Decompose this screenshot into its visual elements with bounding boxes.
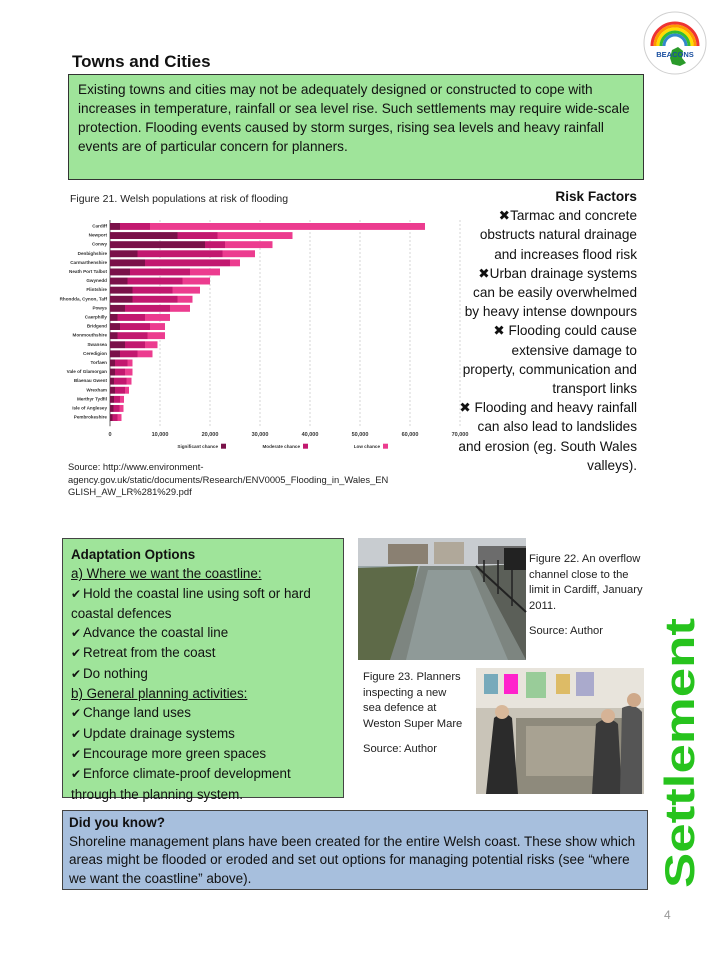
adaptation-subheading-b: b) General planning activities: <box>71 686 248 702</box>
bar-segment <box>118 314 146 321</box>
legend-label: Significant chance <box>177 444 218 450</box>
bar-segment <box>150 323 165 330</box>
risk-factor-item: ✖Urban drainage systems can be easily overwhelmed by heavy intense downpours <box>464 265 637 320</box>
bar-segment <box>128 278 183 285</box>
bar-segment <box>118 332 148 339</box>
page-number: 4 <box>664 908 671 922</box>
overflow-channel-photo <box>358 538 526 660</box>
legend-label: Moderate chance <box>262 444 300 450</box>
bar-segment <box>110 414 113 421</box>
bar-segment <box>110 350 120 357</box>
figure22-caption-block <box>529 552 649 640</box>
bar-segment <box>110 305 125 312</box>
risk-factor-item: ✖ Flooding could cause extensive damage to property, communication and transport links <box>462 323 637 397</box>
bar-segment <box>148 332 166 339</box>
x-tick-label: 40,000 <box>301 432 319 439</box>
risk-factors-heading: Risk Factors <box>555 189 637 204</box>
category-label: Carmarthenshire <box>70 259 107 265</box>
bar-segment <box>223 250 256 257</box>
check-icon: ✔ <box>71 746 82 761</box>
adaptation-item: ✔ Update drainage systems <box>71 724 335 744</box>
bar-segment <box>120 396 124 403</box>
risk-factor-item: ✖ Flooding and heavy rainfall can also lead to landslides and erosion (eg. South Wales valleys). <box>458 400 637 473</box>
did-you-know-text: Shoreline management plans have been created for the entire Welsh coast. These show which areas might be flooded or eroded and set out options for managing potential risks (see “where we want the coastline” above). <box>69 833 636 886</box>
bar-segment <box>125 387 129 394</box>
category-label: Monmouthshire <box>72 332 107 338</box>
bar-segment <box>128 360 133 367</box>
category-label: Wrexham <box>86 387 107 393</box>
legend-label: Low chance <box>353 444 380 450</box>
bar-segment <box>130 269 190 276</box>
page-title: Towns and Cities <box>72 52 211 71</box>
category-label: Flintshire <box>86 287 107 293</box>
category-label: Isle of Anglesey <box>72 405 107 411</box>
category-label: Neath Port Talbot <box>69 269 107 274</box>
bar-segment <box>110 314 118 321</box>
bar-segment <box>115 387 125 394</box>
bar-segment <box>138 250 223 257</box>
bar-segment <box>170 305 190 312</box>
bar-segment <box>115 360 128 367</box>
bar-segment <box>225 241 273 248</box>
intro-text: Existing towns and cities may not be adequately designed or constructed to cope with increases in temperature, rainfall or sea level rise. Such settlements may require wide-scale protection. Flooding events caused by storm surges, rising sea levels and heavy rainfall events are of particular concern for planners. <box>78 82 630 154</box>
category-label: Caerphilly <box>84 314 107 320</box>
category-label: Merthyr Tydfil <box>76 396 107 402</box>
category-label: Swansea <box>87 341 107 347</box>
bar-segment <box>110 323 120 330</box>
intro-box <box>68 74 644 180</box>
bar-segment <box>110 387 115 394</box>
bar-segment <box>110 341 125 348</box>
figure21-source: Source: http://www.environment-agency.gov.uk/static/documents/Research/ENV0005_Flooding_in_Wales_EN GLISH_AW_LR%281%29.pdf <box>68 461 389 497</box>
bar-segment <box>120 350 138 357</box>
bar-segment <box>110 223 120 230</box>
bar-segment <box>150 223 425 230</box>
bar-segment <box>110 241 205 248</box>
bar-segment <box>110 396 114 403</box>
check-icon: ✔ <box>71 586 82 601</box>
cross-icon: ✖ <box>459 400 471 416</box>
x-tick-label: 10,000 <box>151 432 169 439</box>
bar-segment <box>127 378 132 385</box>
bar-segment <box>120 223 150 230</box>
figure23-source: Source: Author <box>363 743 438 756</box>
bar-segment <box>115 369 125 376</box>
bar-segment <box>178 232 218 239</box>
bar-segment <box>145 314 170 321</box>
category-label: Blaenau Gwent <box>73 378 107 384</box>
adaptation-item: ✔ Enforce climate-proof development through the planning system. <box>71 766 291 802</box>
legend-swatch <box>221 444 226 449</box>
category-label: Rhondda, Cynon, Taff <box>59 296 107 302</box>
bar-segment <box>110 369 115 376</box>
bar-segment <box>118 414 122 421</box>
check-icon: ✔ <box>71 726 82 741</box>
bar-segment <box>145 341 158 348</box>
bar-segment <box>110 278 128 285</box>
bar-segment <box>125 369 133 376</box>
category-label: Vale of Glamorgan <box>66 369 107 375</box>
bar-segment <box>178 296 193 303</box>
bar-segment <box>173 287 201 294</box>
bar-segment <box>110 259 145 266</box>
bar-segment <box>125 341 145 348</box>
bar-segment <box>205 241 225 248</box>
cross-icon: ✖ <box>498 208 511 224</box>
bar-segment <box>133 287 173 294</box>
bar-segment <box>110 360 115 367</box>
adaptation-item: ✔ Encourage more green spaces <box>71 744 335 764</box>
check-icon: ✔ <box>71 626 82 641</box>
bar-segment <box>110 378 114 385</box>
bar-segment <box>190 269 220 276</box>
adaptation-heading: Adaptation Options <box>71 547 196 562</box>
cross-icon: ✖ <box>493 323 505 339</box>
figure22-source: Source: Author <box>529 625 604 638</box>
bar-segment <box>138 350 153 357</box>
settlement-label: Settlement <box>656 673 703 888</box>
bar-segment <box>120 323 150 330</box>
category-label: Conwy <box>91 241 107 247</box>
x-tick-label: 30,000 <box>251 432 269 439</box>
did-you-know-box <box>62 810 648 890</box>
adaptation-options-box <box>62 538 344 802</box>
bar-segment <box>113 414 118 421</box>
figure22-caption: Figure 22. An overflow channel close to the limit in Cardiff, January 2011. <box>529 553 643 612</box>
bar-segment <box>230 259 240 266</box>
rainbow-wales-logo-icon <box>642 10 708 76</box>
figure21-caption: Figure 21. Welsh populations at risk of flooding <box>70 193 289 205</box>
category-label: Torfaen <box>90 360 107 365</box>
figure23-caption: Figure 23. Planners inspecting a new sea defence at Weston Super Mare <box>363 671 463 730</box>
cross-icon: ✖ <box>478 265 490 281</box>
category-label: Ceredigion <box>83 350 107 356</box>
bar-segment <box>145 259 230 266</box>
x-tick-label: 60,000 <box>401 432 419 439</box>
category-label: Powys <box>92 305 107 311</box>
adaptation-item: ✔ Change land uses <box>71 703 335 723</box>
settlement-side-label <box>656 614 704 890</box>
adaptation-subheading-a: a) Where we want the coastline: <box>71 566 262 582</box>
bar-segment <box>110 332 118 339</box>
bar-segment <box>114 378 127 385</box>
bar-segment <box>110 287 133 294</box>
adaptation-item: ✔ Hold the coastal line using soft or hard coastal defences <box>71 585 311 621</box>
bar-segment <box>110 250 138 257</box>
bar-segment <box>110 405 114 412</box>
bar-segment <box>133 296 178 303</box>
check-icon: ✔ <box>71 666 82 681</box>
bar-segment <box>120 405 124 412</box>
x-tick-label: 20,000 <box>201 432 219 439</box>
figure23-caption-block <box>363 670 465 758</box>
adaptation-item: ✔ Retreat from the coast <box>71 643 335 663</box>
flood-risk-bar-chart <box>59 214 478 454</box>
bar-segment <box>125 305 170 312</box>
category-label: Cardiff <box>92 223 107 229</box>
did-you-know-heading: Did you know? <box>69 815 165 830</box>
check-icon: ✔ <box>71 767 82 782</box>
bar-segment <box>218 232 293 239</box>
category-label: Denbighshire <box>77 250 107 256</box>
sea-defence-inspection-photo <box>476 668 644 794</box>
legend-swatch <box>303 444 308 449</box>
risk-factors <box>458 187 637 475</box>
x-tick-label: 50,000 <box>351 432 369 439</box>
bar-segment <box>114 405 120 412</box>
x-tick-label: 0 <box>108 432 112 439</box>
bar-segment <box>110 296 133 303</box>
adaptation-item: ✔ Do nothing <box>71 664 335 684</box>
check-icon: ✔ <box>71 646 82 661</box>
bar-segment <box>110 269 130 276</box>
bar-segment <box>183 278 211 285</box>
adaptation-item: ✔ Advance the coastal line <box>71 623 335 643</box>
check-icon: ✔ <box>71 706 82 721</box>
risk-factor-item: ✖Tarmac and concrete obstructs natural drainage and increases flood risk <box>479 208 637 262</box>
category-label: Bridgend <box>86 323 107 329</box>
category-label: Pembrokeshire <box>73 414 107 420</box>
bar-segment <box>114 396 120 403</box>
bar-segment <box>110 232 178 239</box>
x-tick-label: 70,000 <box>451 432 469 439</box>
legend-swatch <box>383 444 388 449</box>
logo-text: BEACONS <box>656 50 694 59</box>
category-label: Gwynedd <box>86 278 107 284</box>
category-label: Newport <box>88 232 107 238</box>
